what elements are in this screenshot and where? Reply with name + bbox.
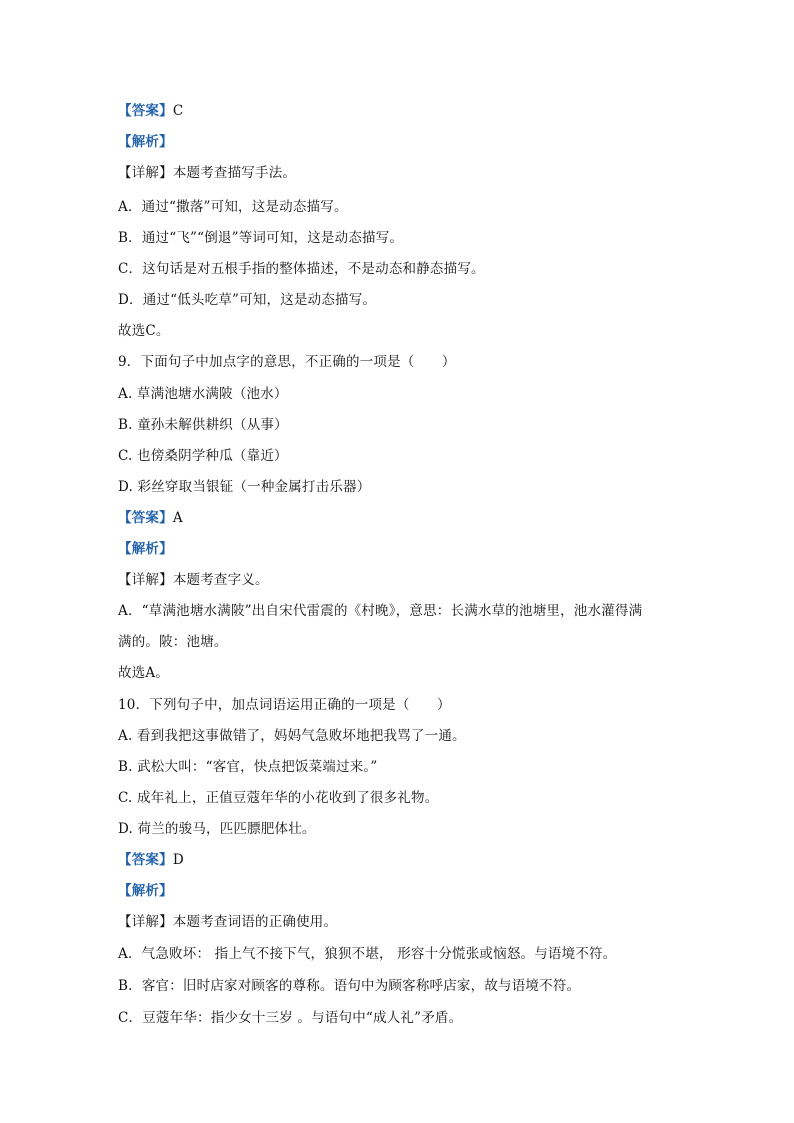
q10-explain-b: B．客官：旧时店家对顾客的尊称。语句中为顾客称呼店家，故与语境不符。 xyxy=(118,978,581,994)
detail-label: 【详解】 xyxy=(118,572,173,588)
answer-value: C xyxy=(172,103,184,119)
q10-analysis-line xyxy=(118,882,173,900)
analysis-label: 【解析】 xyxy=(118,883,173,899)
q8-conclusion: 故选C。 xyxy=(118,323,170,339)
q9-option-a: A. 草满池塘水满陂（池水） xyxy=(118,386,288,402)
q9-explain-line-2: 满的。陂：池塘。 xyxy=(118,634,228,650)
q9-analysis-line xyxy=(118,540,173,558)
q8-option-a: A．通过“撒落”可知，这是动态描写。 xyxy=(118,199,348,215)
detail-text: 本题考查描写手法。 xyxy=(172,165,297,181)
q10-detail-line xyxy=(118,913,337,931)
q8-answer-line xyxy=(118,102,183,120)
q9-option-c: C. 也傍桑阴学种瓜（靠近） xyxy=(118,448,288,464)
q10-option-a: A. 看到我把这事做错了，妈妈气急败坏地把我骂了一通。 xyxy=(118,728,466,744)
answer-label: 【答案】 xyxy=(118,103,173,119)
q8-analysis-line xyxy=(118,133,173,151)
answer-label: 【答案】 xyxy=(118,510,173,526)
analysis-label: 【解析】 xyxy=(118,134,173,150)
q10-option-c: C. 成年礼上，正值豆蔻年华的小花收到了很多礼物。 xyxy=(118,790,439,806)
answer-label: 【答案】 xyxy=(118,852,173,868)
q9-question: 9．下面句子中加点字的意思，不正确的一项是（ ） xyxy=(118,354,456,370)
q9-detail-line xyxy=(118,571,269,589)
q9-conclusion: 故选A。 xyxy=(118,665,170,681)
q9-option-b: B. 童孙未解供耕织（从事） xyxy=(118,417,288,433)
q8-option-c: C．这句话是对五根手指的整体描述，不是动态和静态描写。 xyxy=(118,261,485,277)
q10-question: 10．下列句子中，加点词语运用正确的一项是（ ） xyxy=(118,697,451,713)
detail-text: 本题考查词语的正确使用。 xyxy=(172,914,338,930)
q10-answer-line xyxy=(118,851,184,869)
q8-option-d: D．通过“低头吃草”可知，这是动态描写。 xyxy=(118,292,377,308)
answer-value: D xyxy=(172,852,184,868)
q10-option-d: D. 荷兰的骏马，匹匹膘肥体壮。 xyxy=(118,821,316,837)
analysis-label: 【解析】 xyxy=(118,541,173,557)
answer-value: A xyxy=(172,510,183,526)
q8-option-b: B．通过“飞”“倒退”等词可知，这是动态描写。 xyxy=(118,230,404,246)
detail-text: 本题考查字义。 xyxy=(172,572,269,588)
q10-option-b: B. 武松大叫：“客官，快点把饭菜端过来。” xyxy=(118,759,378,775)
q9-answer-line xyxy=(118,509,183,527)
q9-explain-line-1: A．“草满池塘水满陂”出自宋代雷震的《村晚》，意思：长满水草的池塘里，池水灌得满 xyxy=(118,603,643,619)
q10-explain-a: A．气急败坏： 指上气不接下气，狼狈不堪， 形容十分慌张或恼怒。与语境不符。 xyxy=(118,946,617,962)
detail-label: 【详解】 xyxy=(118,165,173,181)
q9-option-d: D. 彩丝穿取当银钲（一种金属打击乐器） xyxy=(118,479,371,495)
q8-detail-line xyxy=(118,164,296,182)
detail-label: 【详解】 xyxy=(118,914,173,930)
q10-explain-c: C．豆蔻年华：指少女十三岁 。与语句中“成人礼”矛盾。 xyxy=(118,1010,463,1026)
